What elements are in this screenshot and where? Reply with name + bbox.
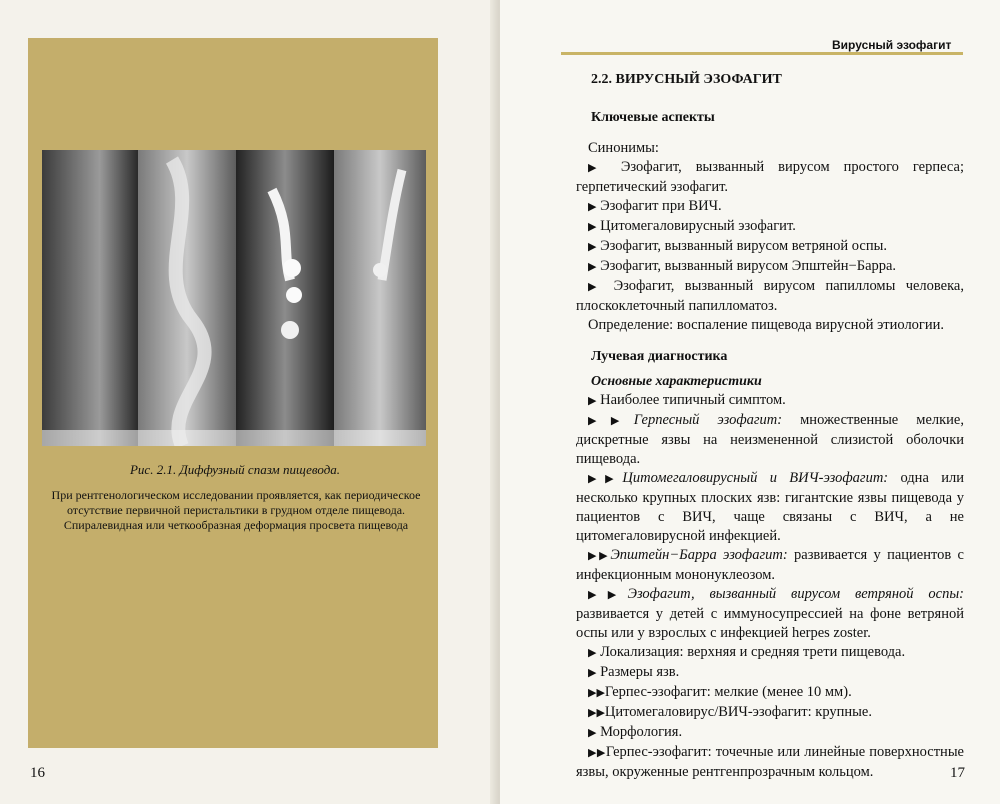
single-triangle-bullet-icon: ▶ (588, 727, 597, 739)
feature-item: ▶▶Эзофагит, вызванный вирусом ветряной оспы: развивается у детей с иммуносупрессией на фоне ветряной оспы или у взрослых с инфекцией herpes zoster. (576, 586, 964, 641)
double-triangle-bullet-icon: ▶▶ (588, 687, 605, 699)
running-head: Вирусный эзофагит (832, 38, 952, 52)
main-content (576, 108, 964, 782)
double-triangle-bullet-icon: ▶▶ (588, 589, 628, 601)
key-aspects-heading: Ключевые аспекты (591, 110, 715, 125)
double-triangle-bullet-icon: ▶▶ (588, 550, 611, 562)
size-item: ▶▶Герпес-эзофагит: мелкие (менее 10 мм). (588, 684, 852, 700)
morphology: ▶ Морфология. (588, 724, 683, 740)
running-head-rule (561, 52, 963, 55)
double-triangle-bullet-icon: ▶▶ (588, 747, 606, 759)
synonym-item: ▶ Эзофагит, вызванный вирусом ветряной оспы. (588, 238, 887, 254)
single-triangle-bullet-icon: ▶ (588, 201, 597, 213)
double-triangle-bullet-icon: ▶▶ (588, 707, 605, 719)
definition: Определение: воспаление пищевода вирусной этиологии. (588, 317, 945, 333)
feature-item: ▶▶Эпштейн−Барра эзофагит: развивается у пациентов с инфекционным мононуклеозом. (576, 547, 964, 583)
section-title: 2.2. ВИРУСНЫЙ ЭЗОФАГИТ (591, 72, 782, 87)
figure-caption: Рис. 2.1. Диффузный спазм пищевода. (129, 462, 341, 477)
single-triangle-bullet-icon: ▶ (588, 261, 597, 273)
single-triangle-bullet-icon: ▶ (588, 667, 597, 679)
single-triangle-bullet-icon: ▶ (588, 241, 597, 253)
xray-strips (42, 150, 426, 446)
single-triangle-bullet-icon: ▶ (588, 162, 607, 174)
typical-symptom: ▶ Наиболее типичный симптом. (588, 392, 786, 408)
single-triangle-bullet-icon: ▶ (588, 647, 597, 659)
feature-item: ▶▶Герпесный эзофагит: множественные мелкие, дискретные язвы на неизмененной слизистой оболочки пищевода. (576, 412, 964, 467)
single-triangle-bullet-icon: ▶ (588, 281, 604, 293)
xray-image (42, 150, 426, 446)
size-item: ▶▶Цитомегаловирус/ВИЧ-эзофагит: крупные. (588, 704, 872, 720)
figure-description: При рентгенологическом исследовании проявляется, как периодическое отсутствие первичной перистальтики в грудном отделе пищевода. Спиралевидная или четкообразная деформация просвета пищевода (51, 488, 421, 532)
page-number-right: 17 (950, 765, 965, 781)
feature-item: ▶▶Цитомегаловирусный и ВИЧ-эзофагит: одна или несколько крупных плоских язв: гигантские язвы пищевода у пациентов с ВИЧ, чаще связаны с ВИЧ, а не цитомегаловирусной инфекцией. (576, 470, 964, 544)
morphology-item: ▶▶Герпес-эзофагит: точечные или линейные поверхностные язвы, окруженные рентгенпрозрачным кольцом. (576, 744, 964, 780)
synonym-item: ▶ Эзофагит, вызванный вирусом папилломы человека, плоскоклеточный папилломатоз. (576, 278, 964, 314)
single-triangle-bullet-icon: ▶ (588, 395, 597, 407)
ulcer-size: ▶ Размеры язв. (588, 664, 680, 680)
synonyms-label: Синонимы: (588, 140, 659, 156)
synonym-item: ▶ Эзофагит, вызванный вирусом простого герпеса; герпетический эзофагит. (576, 159, 965, 195)
left-page (0, 0, 496, 804)
single-triangle-bullet-icon: ▶ (588, 221, 597, 233)
synonym-item: ▶ Эзофагит при ВИЧ. (588, 198, 722, 214)
radiology-heading: Лучевая диагностика (591, 349, 728, 364)
synonym-item: ▶ Эзофагит, вызванный вирусом Эпштейн−Барра. (588, 258, 897, 274)
double-triangle-bullet-icon: ▶▶ (588, 415, 634, 427)
main-features-heading: Основные характеристики (591, 374, 762, 389)
synonym-item: ▶ Цитомегаловирусный эзофагит. (588, 218, 796, 234)
double-triangle-bullet-icon: ▶▶ (588, 473, 623, 485)
localization: ▶ Локализация: верхняя и средняя трети пищевода. (588, 644, 906, 660)
page-number-left: 16 (30, 765, 45, 781)
